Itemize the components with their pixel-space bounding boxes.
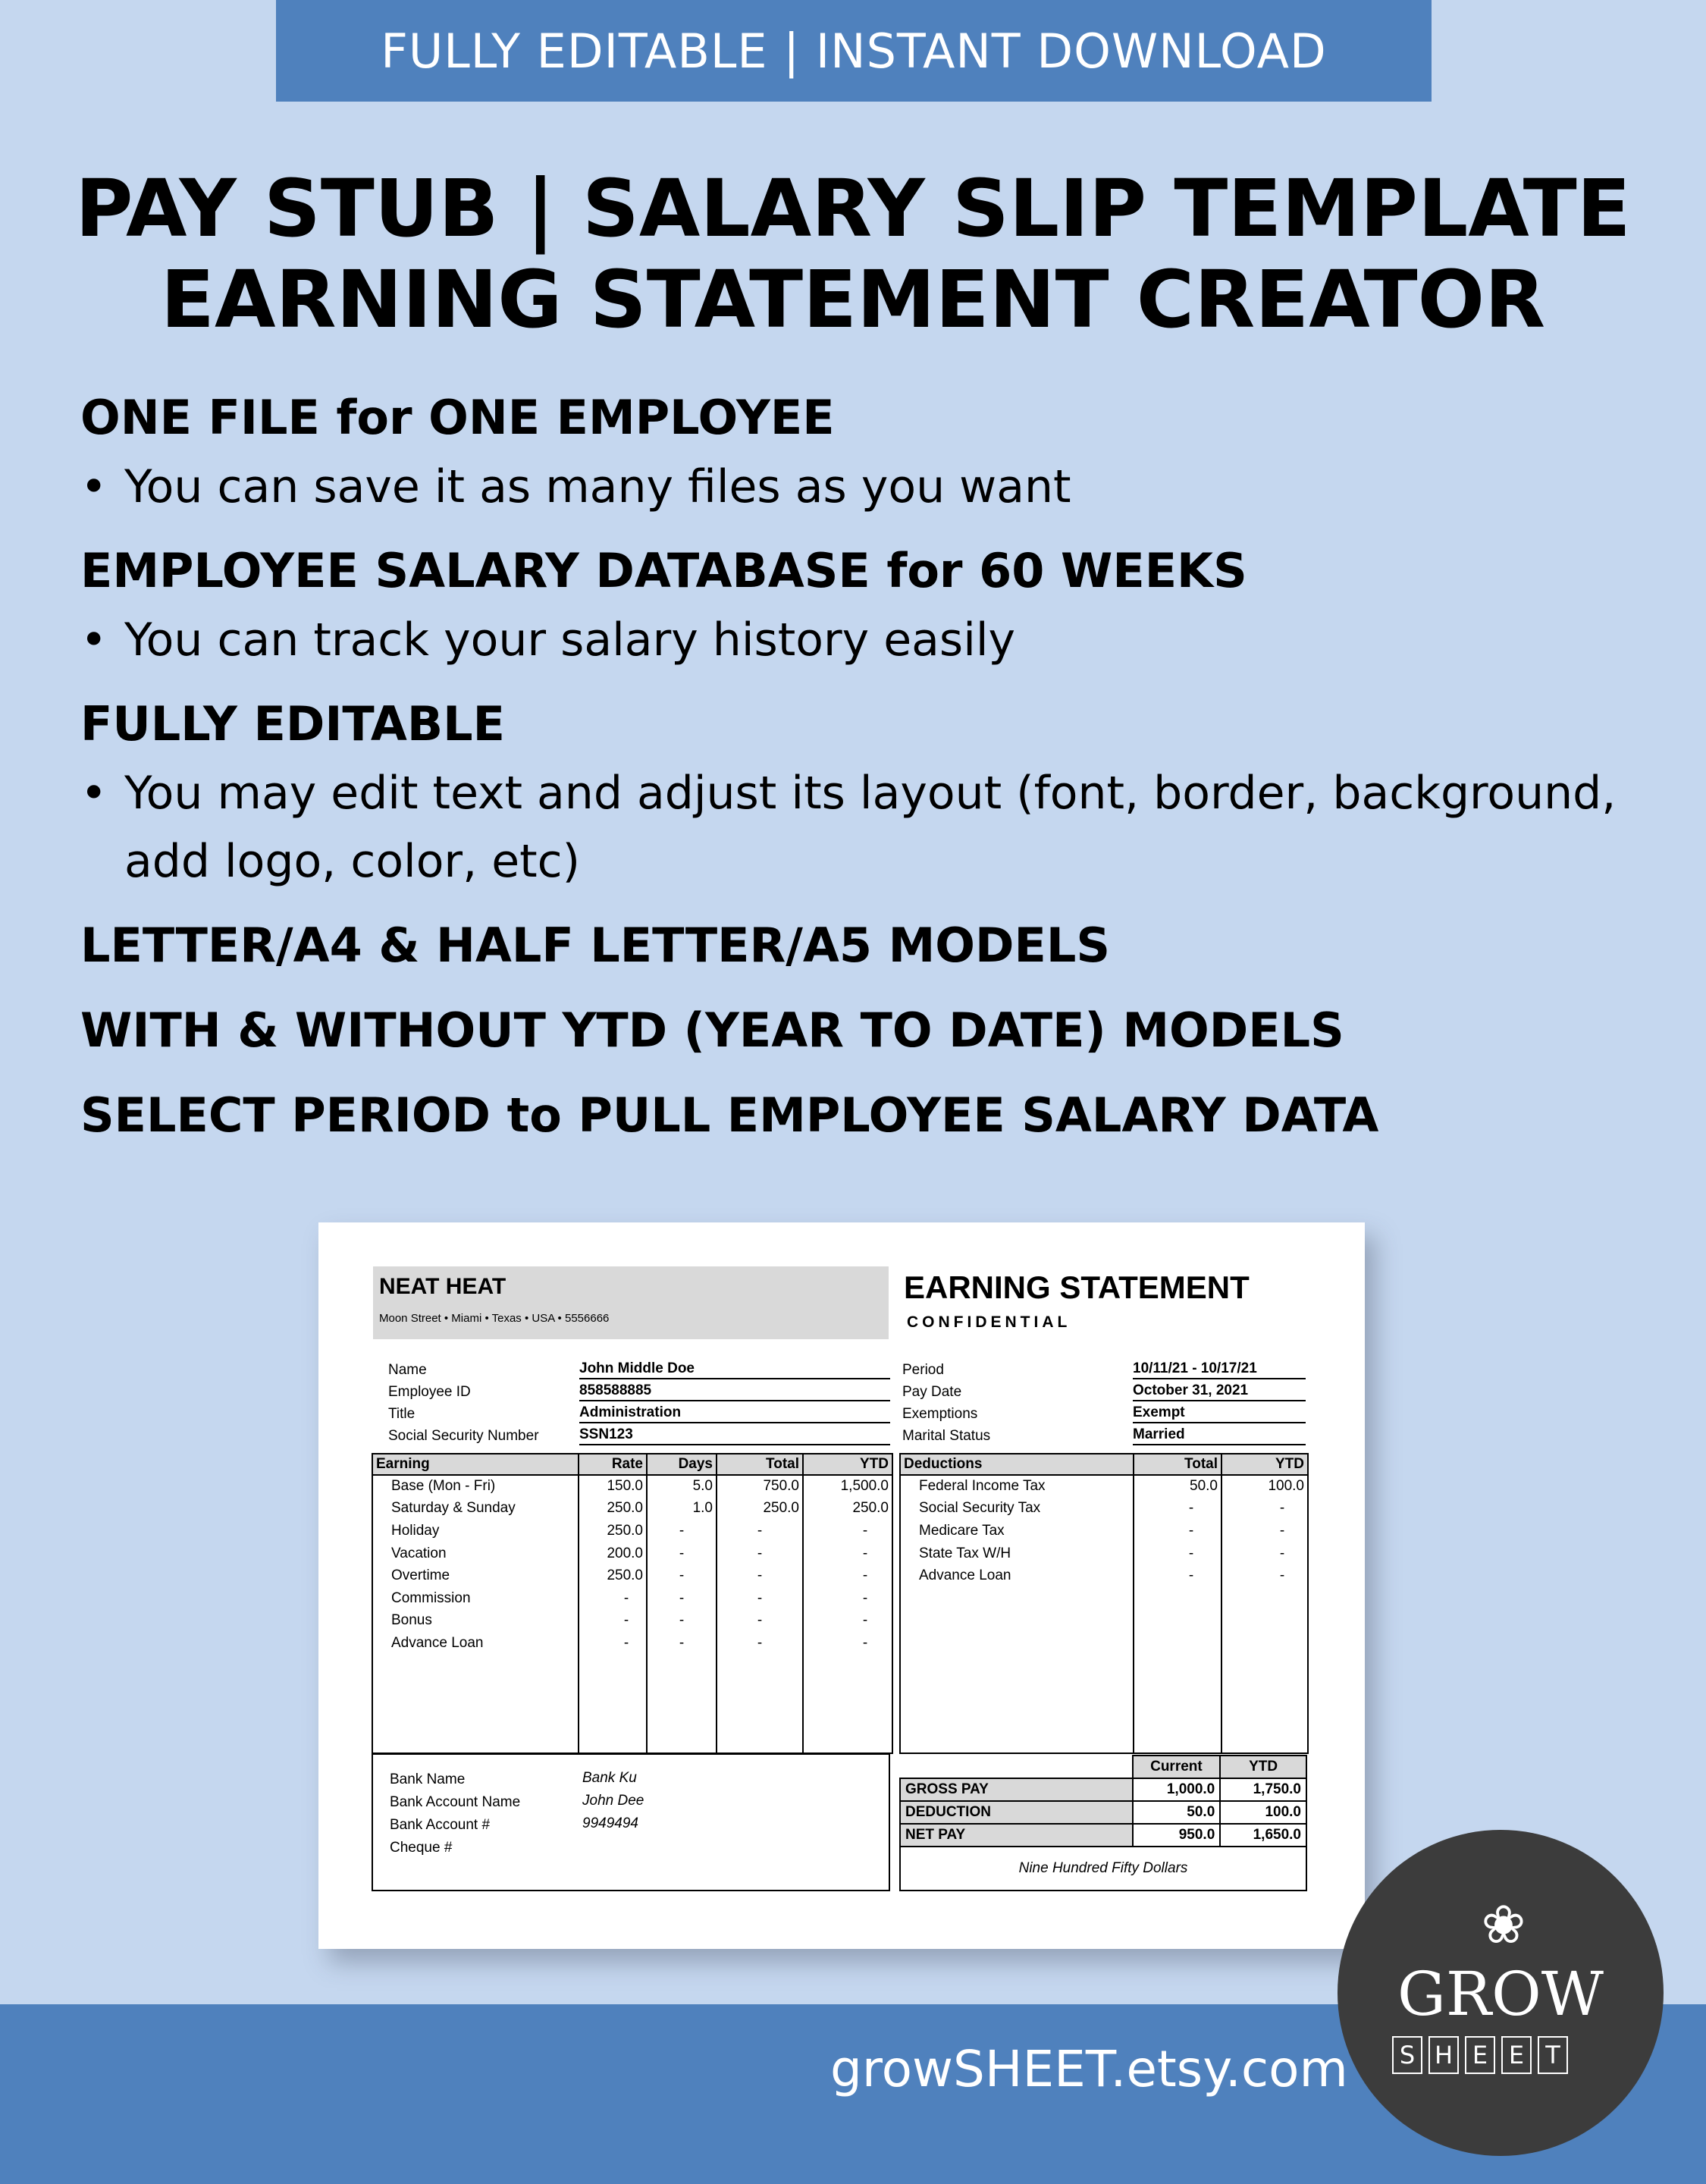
cell: Bonus [372, 1610, 579, 1633]
table-row [372, 1564, 892, 1587]
cell: 1,750.0 [1220, 1778, 1306, 1801]
table-row [372, 1610, 892, 1633]
table-row [900, 1475, 1308, 1498]
cell: - [1134, 1564, 1221, 1587]
cell: 950.0 [1133, 1824, 1221, 1847]
cell: - [1221, 1498, 1308, 1520]
cell: - [1221, 1520, 1308, 1542]
company-name: NEAT HEAT [379, 1274, 506, 1299]
earnings-table [372, 1453, 893, 1754]
cell: Commission [372, 1587, 579, 1610]
cell: - [647, 1564, 717, 1587]
cell: 50.0 [1134, 1475, 1221, 1498]
cell: - [647, 1542, 717, 1565]
table-row [372, 1498, 892, 1520]
info-label: Pay Date [902, 1384, 962, 1400]
cell: Social Security Tax [900, 1498, 1134, 1520]
cell: - [717, 1632, 803, 1655]
cell: - [803, 1542, 892, 1565]
feature-list [80, 383, 1642, 1150]
cell: - [1134, 1498, 1221, 1520]
cell: - [803, 1564, 892, 1587]
cell: 250.0 [803, 1498, 892, 1520]
cell: Holiday [372, 1520, 579, 1542]
table-row [900, 1801, 1306, 1824]
cell: - [1134, 1542, 1221, 1565]
logo-letter: E [1501, 2036, 1532, 2074]
cell: 200.0 [579, 1542, 647, 1565]
info-value: John Middle Doe [579, 1357, 890, 1379]
cell: Medicare Tax [900, 1520, 1134, 1542]
cell: Saturday & Sunday [372, 1498, 579, 1520]
cell: Federal Income Tax [900, 1475, 1134, 1498]
cell: 250.0 [579, 1498, 647, 1520]
cell: 250.0 [579, 1564, 647, 1587]
table-row [372, 1520, 892, 1542]
bank-label: Bank Account Name [390, 1794, 521, 1810]
feature-heading: EMPLOYEE SALARY DATABASE for 60 WEEKS [80, 543, 1247, 598]
cell: 1,000.0 [1133, 1778, 1221, 1801]
cell: Overtime [372, 1564, 579, 1587]
feature-heading: LETTER/A4 & HALF LETTER/A5 MODELS [80, 918, 1110, 973]
table-row [900, 1824, 1306, 1847]
flower-icon: ❀ [1481, 1894, 1526, 1956]
cell: DEDUCTION [900, 1801, 1133, 1824]
cell: - [647, 1632, 717, 1655]
info-value: SSN123 [579, 1423, 890, 1445]
col-header: Total [1134, 1454, 1221, 1475]
table-row [372, 1475, 892, 1498]
info-value: Married [1133, 1423, 1306, 1445]
cell: - [803, 1520, 892, 1542]
table-row [900, 1778, 1306, 1801]
cell: - [717, 1587, 803, 1610]
info-label: Marital Status [902, 1428, 991, 1444]
company-header [373, 1266, 889, 1339]
title-line-1: PAY STUB | SALARY SLIP TEMPLATE [75, 162, 1631, 255]
cell: - [579, 1610, 647, 1633]
bank-details [372, 1753, 890, 1891]
feature-bullet: • You can save it as many files as you want [80, 453, 1642, 521]
cell: Advance Loan [372, 1632, 579, 1655]
cell: State Tax W/H [900, 1542, 1134, 1565]
info-label: Title [388, 1406, 416, 1422]
cell: 1,500.0 [803, 1475, 892, 1498]
logo-letter: E [1465, 2036, 1495, 2074]
deductions-table [899, 1453, 1309, 1754]
title-line-2: EARNING STATEMENT CREATOR [160, 253, 1546, 346]
cell: - [1221, 1542, 1308, 1565]
cell: Advance Loan [900, 1564, 1134, 1587]
cell: 1,650.0 [1220, 1824, 1306, 1847]
bank-label: Cheque # [390, 1840, 453, 1856]
logo-letter: H [1428, 2036, 1459, 2074]
cell: NET PAY [900, 1824, 1133, 1847]
col-header: YTD [803, 1454, 892, 1475]
bank-value: 9949494 [582, 1815, 638, 1831]
feature-bullet: • You can track your salary history easily [80, 606, 1642, 674]
info-value: 858588885 [579, 1379, 890, 1401]
cell: Base (Mon - Fri) [372, 1475, 579, 1498]
cell: - [647, 1520, 717, 1542]
info-value: Exempt [1133, 1401, 1306, 1423]
cell: - [1221, 1564, 1308, 1587]
shop-url[interactable]: growSHEET.etsy.com [830, 2040, 1348, 2098]
bank-label: Bank Account # [390, 1817, 491, 1833]
cell: - [717, 1610, 803, 1633]
statement-title: EARNING STATEMENT [904, 1269, 1250, 1305]
cell: 5.0 [647, 1475, 717, 1498]
cell: 150.0 [579, 1475, 647, 1498]
table-row [900, 1564, 1308, 1587]
info-value: October 31, 2021 [1133, 1379, 1306, 1401]
amount-in-words: Nine Hundred Fifty Dollars [899, 1846, 1307, 1891]
info-label: Exemptions [902, 1406, 978, 1422]
cell: - [803, 1610, 892, 1633]
cell: 250.0 [579, 1520, 647, 1542]
company-address: Moon Street • Miami • Texas • USA • 5556666 [379, 1312, 610, 1325]
cell: - [647, 1587, 717, 1610]
table-row [372, 1587, 892, 1610]
feature-heading: WITH & WITHOUT YTD (YEAR TO DATE) MODELS [80, 1003, 1344, 1058]
cell: - [717, 1520, 803, 1542]
logo-letter: T [1538, 2036, 1568, 2074]
earning-statement-preview [318, 1222, 1365, 1949]
bank-value: John Dee [582, 1793, 644, 1809]
cell: 100.0 [1220, 1801, 1306, 1824]
cell: - [1134, 1520, 1221, 1542]
col-header: YTD [1220, 1756, 1306, 1778]
col-header: Days [647, 1454, 717, 1475]
bank-label: Bank Name [390, 1771, 466, 1787]
info-label: Social Security Number [388, 1428, 539, 1444]
cell: 50.0 [1133, 1801, 1221, 1824]
cell: 250.0 [717, 1498, 803, 1520]
cell: Vacation [372, 1542, 579, 1565]
col-header: Rate [579, 1454, 647, 1475]
feature-heading: ONE FILE for ONE EMPLOYEE [80, 390, 835, 445]
col-header: Earning [372, 1454, 579, 1475]
info-label: Name [388, 1362, 427, 1378]
cell: 1.0 [647, 1498, 717, 1520]
top-banner: FULLY EDITABLE | INSTANT DOWNLOAD [276, 0, 1432, 102]
table-row [900, 1498, 1308, 1520]
cell: 750.0 [717, 1475, 803, 1498]
feature-heading: SELECT PERIOD to PULL EMPLOYEE SALARY DATA [80, 1087, 1379, 1143]
cell: GROSS PAY [900, 1778, 1133, 1801]
info-label: Period [902, 1362, 944, 1378]
growsheet-logo [1338, 1830, 1664, 2156]
table-row [900, 1520, 1308, 1542]
info-label: Employee ID [388, 1384, 471, 1400]
info-value: 10/11/21 - 10/17/21 [1133, 1357, 1306, 1379]
feature-bullet: • You may edit text and adjust its layout (font, border, background, add logo, color, etc) [80, 759, 1642, 896]
table-row [900, 1542, 1308, 1565]
feature-heading: FULLY EDITABLE [80, 696, 505, 752]
cell: - [803, 1632, 892, 1655]
statement-subtitle: CONFIDENTIAL [907, 1313, 1071, 1331]
logo-sheet-text [1392, 2036, 1568, 2074]
col-header: Deductions [900, 1454, 1134, 1475]
table-row [372, 1632, 892, 1655]
col-header: Current [1133, 1756, 1221, 1778]
cell: - [647, 1610, 717, 1633]
cell: - [803, 1587, 892, 1610]
col-header: Total [717, 1454, 803, 1475]
table-row [372, 1542, 892, 1565]
logo-grow-text: GROW [1397, 1959, 1604, 2029]
info-value: Administration [579, 1401, 890, 1423]
bank-value: Bank Ku [582, 1770, 637, 1786]
col-header: YTD [1221, 1454, 1308, 1475]
cell: - [579, 1587, 647, 1610]
cell: - [717, 1564, 803, 1587]
logo-letter: S [1392, 2036, 1422, 2074]
pay-summary [899, 1755, 1307, 1847]
cell: - [717, 1542, 803, 1565]
cell: 100.0 [1221, 1475, 1308, 1498]
cell: - [579, 1632, 647, 1655]
